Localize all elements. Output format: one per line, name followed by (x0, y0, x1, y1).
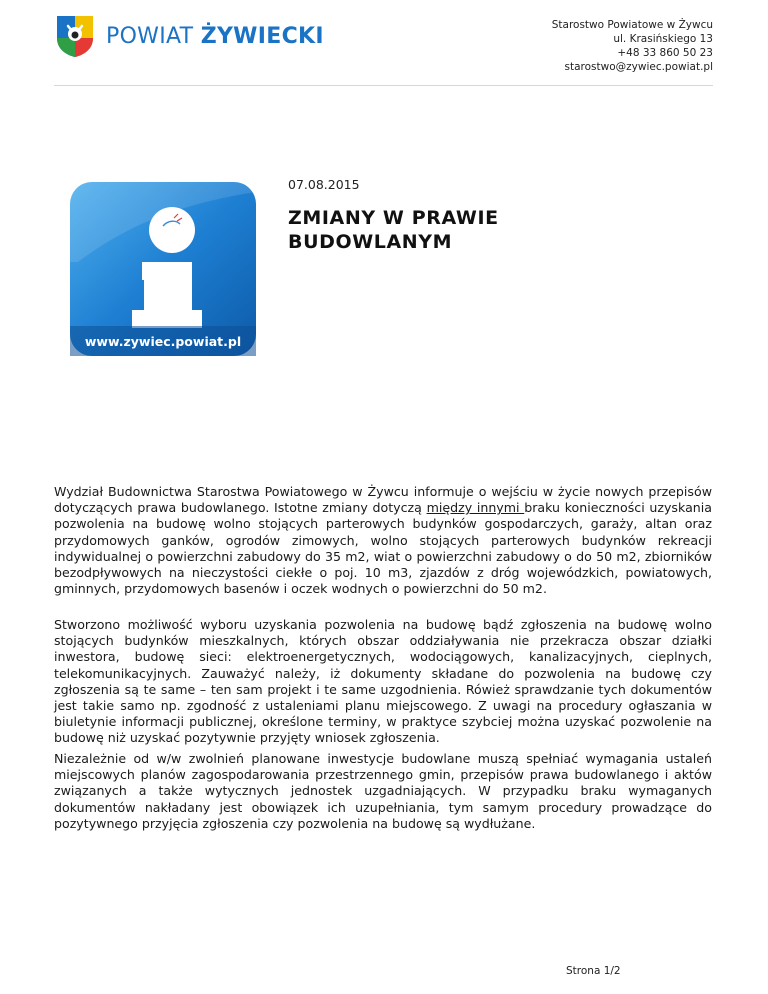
institution-name: Starostwo Powiatowe w Żywcu (551, 19, 713, 31)
street-address: ul. Krasińskiego 13 (613, 33, 713, 45)
logo-text-bold: ŻYWIECKI (200, 23, 324, 49)
powiat-logo[interactable] (54, 14, 324, 58)
email-address: starostwo@zywiec.powiat.pl (564, 61, 713, 73)
header-divider (54, 85, 713, 86)
info-icon (70, 182, 256, 356)
coat-of-arms-icon (54, 14, 96, 58)
contact-block (552, 18, 713, 74)
logo-text-plain: POWIAT (106, 23, 201, 49)
inline-link[interactable]: między innymi (426, 500, 525, 516)
page-number: Strona 1/2 (566, 965, 621, 977)
paragraph-2: Stworzono możliwość wyboru uzyskania pozwolenia na budowę bądź zgłoszenia na budowę wolno stojących budynków mieszkalnych, których obszar oddziaływania nie przekracza obszar działki inwestora, budowę sieci: elektroenergetycznych, wodociągowych, kanalizacyjnych, cieplnych, telekomunikacyjnych. Zauważyć należy, iż dokumenty składane do pozwolenia na budowę czy zgłoszenia są te same – ten sam projekt i te same uzgodnienia. Rówież sprawdzanie tych dokumentów jest takie samo np. zgodność z ustaleniami planu miejscowego. Z uwagi na procedury ogłaszania w biuletynie informacji publicznej, określone terminy, w praktyce szybciej można uzyskać pozwolenie na budowę niż uzyskać pozytywnie przyjęty wniosek zgłoszenia. (54, 617, 712, 746)
info-image-caption: www.zywiec.powiat.pl (84, 334, 242, 349)
paragraph-1 (54, 484, 712, 597)
phone-number: +48 33 860 50 23 (617, 47, 713, 59)
paragraph-1-text-a: Wydział Budownictwa Starostwa Powiatowego w Żywcu informuje o wejściu w życie nowych przepisów dotyczących prawa budowlanego. Istotne zmiany dotyczą (54, 484, 712, 516)
paragraph-1-text-b: braku konieczności uzyskania pozwolenia na budowę wolno stojących parterowych budynków gospodarczych, garaży, altan oraz przydomowych ganków, ogrodów zimowych, wolno stojących parterowych budynków rekreacji indywidualnej o powierzchni zabudowy do 35 m2, wiat o powierzchni zabudowy o do 50 m2, zbiorników bezodpływowych na nieczystości ciekłe o poj. 10 m3, zjazdów z dróg wojewódzkich, powiatowych, gminnych, przydomowych basenów i oczek wodnych o powierzchni do 50 m2. (54, 500, 712, 597)
paragraph-3: Niezależnie od w/w zwolnień planowane inwestycje budowlane muszą spełniać wymagania ustaleń miejscowych planów zagospodarowania przestrzennego gmin, przepisów prawa budowlanego i aktów związanych a także wytycznych jednostek uzgadniających. W przypadku braku wymaganych dokumentów nakładany jest obowiązek ich uzupełniania, tym samym procedury prowadzące do pozytywnego przyjęcia zgłoszenia czy pozwolenia na budowę są wydłużane. (54, 751, 712, 831)
logo-text (106, 24, 324, 49)
article-date: 07.08.2015 (288, 177, 360, 192)
article-title: ZMIANY W PRAWIE BUDOWLANYM (288, 207, 499, 253)
